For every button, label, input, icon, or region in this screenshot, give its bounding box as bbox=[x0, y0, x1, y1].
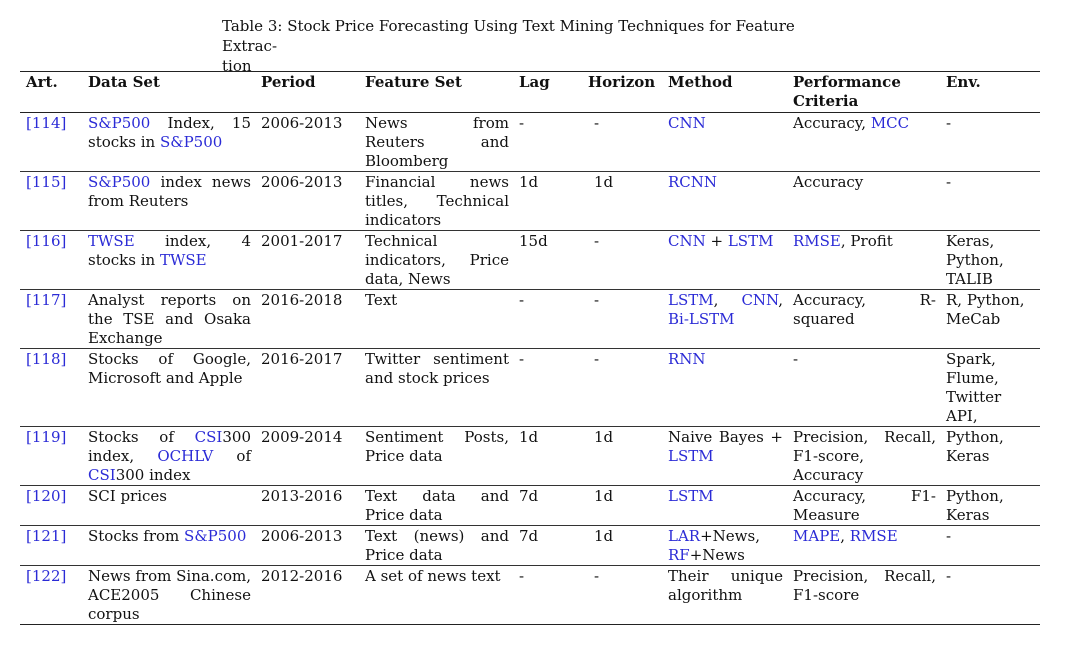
cell-env bbox=[940, 290, 1040, 349]
cell-text: News from Reuters and Bloomberg bbox=[365, 114, 509, 170]
cell-features bbox=[359, 172, 513, 231]
table-caption-line-1: Table 3: Stock Price Forecasting Using Text Mining Techniques for Feature Extrac- bbox=[222, 17, 795, 55]
cell-text: Precision, Recall, F1-score, Accuracy bbox=[793, 428, 936, 484]
cell-text: - bbox=[519, 567, 525, 585]
cell-perf bbox=[787, 290, 940, 349]
acronym-link[interactable]: LSTM bbox=[668, 447, 714, 465]
cell-lag bbox=[513, 231, 588, 290]
cell-env bbox=[940, 566, 1040, 625]
citation-link[interactable]: [119] bbox=[26, 428, 67, 446]
cell-text: 7d bbox=[519, 487, 539, 505]
cell-text: 1d bbox=[594, 527, 614, 545]
cell-text: Naive Bayes + bbox=[668, 428, 783, 446]
cell-text: - bbox=[519, 291, 525, 309]
table-row bbox=[20, 526, 1040, 566]
header-method: Method bbox=[662, 72, 787, 113]
cell-method bbox=[662, 172, 787, 231]
cell-text: 2016-2017 bbox=[261, 350, 343, 368]
cell-text: Accuracy, F1-Measure bbox=[793, 487, 936, 524]
acronym-link[interactable]: RMSE bbox=[793, 232, 841, 250]
cell-features bbox=[359, 526, 513, 566]
acronym-link[interactable]: LSTM bbox=[727, 232, 774, 250]
cell-text: - bbox=[594, 567, 600, 585]
cell-env bbox=[940, 231, 1040, 290]
cell-text: - bbox=[793, 350, 799, 368]
header-dataset: Data Set bbox=[82, 72, 255, 113]
cell-text: 15d bbox=[519, 232, 548, 250]
cell-perf bbox=[787, 427, 940, 486]
cell-period bbox=[255, 231, 359, 290]
acronym-link[interactable]: TWSE bbox=[88, 232, 135, 250]
cell-text: 2009-2014 bbox=[261, 428, 343, 446]
cell-method bbox=[662, 290, 787, 349]
cell-features bbox=[359, 349, 513, 427]
acronym-link[interactable]: LSTM bbox=[668, 487, 714, 505]
cell-method bbox=[662, 113, 787, 172]
cell-art bbox=[20, 231, 82, 290]
cell-text: index news from Reuters bbox=[88, 173, 251, 210]
cell-text: 1d bbox=[519, 173, 539, 191]
cell-text: Technical indicators, Price data, News bbox=[365, 232, 509, 288]
cell-text: 1d bbox=[519, 428, 539, 446]
acronym-link[interactable]: OCHLV bbox=[157, 447, 214, 465]
acronym-link[interactable]: RMSE bbox=[849, 527, 898, 545]
header-perf: Performance Criteria bbox=[787, 72, 940, 113]
cell-horizon bbox=[588, 290, 662, 349]
acronym-link[interactable]: S&P500 bbox=[184, 527, 247, 545]
cell-art bbox=[20, 172, 82, 231]
cell-horizon bbox=[588, 172, 662, 231]
cell-lag bbox=[513, 526, 588, 566]
cell-art bbox=[20, 290, 82, 349]
cell-period bbox=[255, 427, 359, 486]
cell-text: Python, Keras bbox=[946, 428, 1004, 465]
acronym-link[interactable]: MAPE bbox=[793, 527, 841, 545]
header-horizon: Horizon bbox=[588, 72, 662, 113]
cell-lag bbox=[513, 427, 588, 486]
cell-text: + bbox=[705, 232, 728, 250]
cell-text: R, Python, MeCab bbox=[946, 291, 1025, 328]
acronym-link[interactable]: MCC bbox=[870, 114, 910, 132]
cell-method bbox=[662, 526, 787, 566]
cell-env bbox=[940, 349, 1040, 427]
cell-dataset bbox=[82, 526, 255, 566]
citation-link[interactable]: [115] bbox=[26, 173, 67, 191]
cell-period bbox=[255, 290, 359, 349]
cell-text: - bbox=[594, 232, 600, 250]
cell-text: , bbox=[778, 291, 783, 309]
cell-text: , Profit bbox=[840, 232, 893, 250]
cell-text: Analyst reports on the TSE and Osaka Exchange bbox=[88, 291, 251, 347]
cell-env bbox=[940, 486, 1040, 526]
cell-art bbox=[20, 113, 82, 172]
acronym-link[interactable]: CNN bbox=[668, 114, 706, 132]
forecasting-table bbox=[20, 71, 1040, 625]
cell-text: , bbox=[713, 291, 742, 309]
cell-text: +News bbox=[689, 546, 745, 564]
cell-text: Twitter sentiment and stock prices bbox=[365, 350, 509, 387]
cell-text: - bbox=[519, 350, 525, 368]
cell-dataset bbox=[82, 172, 255, 231]
cell-dataset bbox=[82, 231, 255, 290]
cell-text: Text data and Price data bbox=[365, 487, 509, 524]
citation-link[interactable]: [117] bbox=[26, 291, 67, 309]
cell-text: - bbox=[946, 527, 952, 545]
cell-method bbox=[662, 566, 787, 625]
cell-text: Accuracy, R-squared bbox=[793, 291, 936, 328]
acronym-link[interactable]: CNN bbox=[668, 232, 706, 250]
cell-features bbox=[359, 290, 513, 349]
cell-lag bbox=[513, 486, 588, 526]
header-art: Art. bbox=[20, 72, 82, 113]
cell-period bbox=[255, 486, 359, 526]
cell-text: 2013-2016 bbox=[261, 487, 343, 505]
cell-horizon bbox=[588, 566, 662, 625]
cell-text: Stocks of bbox=[88, 428, 195, 446]
cell-dataset bbox=[82, 566, 255, 625]
acronym-link[interactable]: RF bbox=[668, 546, 690, 564]
cell-perf bbox=[787, 113, 940, 172]
cell-text: Precision, Recall, F1-score bbox=[793, 567, 936, 604]
cell-period bbox=[255, 349, 359, 427]
table-row bbox=[20, 172, 1040, 231]
cell-perf bbox=[787, 526, 940, 566]
cell-text: Their unique algorithm bbox=[668, 567, 783, 604]
cell-horizon bbox=[588, 486, 662, 526]
cell-period bbox=[255, 172, 359, 231]
cell-text: 2006-2013 bbox=[261, 173, 343, 191]
cell-text: 1d bbox=[594, 428, 614, 446]
cell-text: Sentiment Posts, Price data bbox=[365, 428, 509, 465]
header-lag: Lag bbox=[513, 72, 588, 113]
acronym-link[interactable]: S&P500 bbox=[88, 173, 151, 191]
table-row bbox=[20, 231, 1040, 290]
cell-lag bbox=[513, 566, 588, 625]
table-row bbox=[20, 113, 1040, 172]
cell-text: - bbox=[594, 291, 600, 309]
cell-text: 2012-2016 bbox=[261, 567, 343, 585]
cell-perf bbox=[787, 172, 940, 231]
cell-period bbox=[255, 113, 359, 172]
cell-env bbox=[940, 172, 1040, 231]
cell-method bbox=[662, 486, 787, 526]
cell-lag bbox=[513, 290, 588, 349]
cell-art bbox=[20, 526, 82, 566]
cell-period bbox=[255, 566, 359, 625]
cell-perf bbox=[787, 566, 940, 625]
cell-features bbox=[359, 486, 513, 526]
cell-text: - bbox=[946, 114, 952, 132]
acronym-link[interactable]: S&P500 bbox=[159, 133, 223, 151]
cell-text: - bbox=[594, 114, 600, 132]
header-env: Env. bbox=[940, 72, 1040, 113]
table-caption bbox=[222, 16, 852, 76]
cell-period bbox=[255, 526, 359, 566]
acronym-link[interactable]: RNN bbox=[668, 350, 706, 368]
cell-text: 2016-2018 bbox=[261, 291, 343, 309]
cell-lag bbox=[513, 172, 588, 231]
header-features: Feature Set bbox=[359, 72, 513, 113]
acronym-link[interactable]: S&P500 bbox=[88, 114, 151, 132]
cell-features bbox=[359, 113, 513, 172]
cell-perf bbox=[787, 349, 940, 427]
acronym-link[interactable]: RCNN bbox=[668, 173, 718, 191]
cell-features bbox=[359, 427, 513, 486]
table-row bbox=[20, 349, 1040, 427]
cell-method bbox=[662, 349, 787, 427]
cell-text: Stocks of Google, Microsoft and Apple bbox=[88, 350, 251, 387]
header-row bbox=[20, 72, 1040, 113]
cell-dataset bbox=[82, 290, 255, 349]
cell-text: Text (news) and Price data bbox=[365, 527, 509, 564]
acronym-link[interactable]: CSI bbox=[194, 428, 223, 446]
citation-link[interactable]: [118] bbox=[26, 350, 67, 368]
cell-text: 1d bbox=[594, 173, 614, 191]
cell-text: Text bbox=[365, 291, 398, 309]
citation-link[interactable]: [116] bbox=[26, 232, 67, 250]
cell-perf bbox=[787, 231, 940, 290]
cell-method bbox=[662, 231, 787, 290]
cell-text: Index, 15 stocks in bbox=[88, 114, 251, 151]
cell-horizon bbox=[588, 113, 662, 172]
cell-horizon bbox=[588, 231, 662, 290]
cell-env bbox=[940, 113, 1040, 172]
cell-text: 7d bbox=[519, 527, 539, 545]
cell-text: +News, bbox=[700, 527, 760, 545]
cell-env bbox=[940, 427, 1040, 486]
cell-dataset bbox=[82, 427, 255, 486]
citation-link[interactable]: [120] bbox=[26, 487, 67, 505]
cell-text: Accuracy bbox=[793, 173, 864, 191]
table-body bbox=[20, 113, 1040, 625]
cell-text: , bbox=[840, 527, 850, 545]
header-period: Period bbox=[255, 72, 359, 113]
cell-text: Accuracy, bbox=[793, 114, 871, 132]
cell-text: 1d bbox=[594, 487, 614, 505]
cell-lag bbox=[513, 349, 588, 427]
acronym-link[interactable]: CSI bbox=[88, 466, 116, 484]
acronym-link[interactable]: LAR bbox=[668, 527, 701, 545]
cell-dataset bbox=[82, 349, 255, 427]
cell-features bbox=[359, 566, 513, 625]
cell-horizon bbox=[588, 349, 662, 427]
cell-text: index, 4 stocks in bbox=[88, 232, 251, 269]
cell-env bbox=[940, 526, 1040, 566]
cell-lag bbox=[513, 113, 588, 172]
cell-text: Spark, Flume, Twitter API, bbox=[946, 350, 1002, 425]
citation-link[interactable]: [114] bbox=[26, 114, 67, 132]
cell-text: 300 index, bbox=[88, 428, 251, 465]
acronym-link[interactable]: TWSE bbox=[159, 251, 207, 269]
cell-text: - bbox=[594, 350, 600, 368]
table-caption-line-2: tion bbox=[222, 57, 252, 75]
cell-text: Financial news titles, Technical indicators bbox=[365, 173, 509, 229]
table-row bbox=[20, 427, 1040, 486]
cell-text: Stocks from bbox=[88, 527, 185, 545]
acronym-link[interactable]: Bi-LSTM bbox=[668, 310, 735, 328]
cell-text: Keras, Python, TALIB bbox=[946, 232, 1004, 288]
cell-text: SCI prices bbox=[88, 487, 167, 505]
cell-text: - bbox=[946, 173, 952, 191]
table-row bbox=[20, 486, 1040, 526]
cell-text: 300 index bbox=[115, 466, 191, 484]
cell-dataset bbox=[82, 113, 255, 172]
cell-method bbox=[662, 427, 787, 486]
acronym-link[interactable]: CNN bbox=[741, 291, 779, 309]
cell-text: 2006-2013 bbox=[261, 114, 343, 132]
citation-link[interactable]: [122] bbox=[26, 567, 67, 585]
cell-text: - bbox=[519, 114, 525, 132]
cell-art bbox=[20, 427, 82, 486]
cell-text: 2001-2017 bbox=[261, 232, 343, 250]
cell-text: of bbox=[213, 447, 251, 465]
cell-art bbox=[20, 566, 82, 625]
table-row bbox=[20, 566, 1040, 625]
cell-features bbox=[359, 231, 513, 290]
table-row bbox=[20, 290, 1040, 349]
acronym-link[interactable]: LSTM bbox=[668, 291, 714, 309]
cell-text: A set of news text bbox=[365, 567, 501, 585]
cell-perf bbox=[787, 486, 940, 526]
cell-text: 2006-2013 bbox=[261, 527, 343, 545]
cell-text: - bbox=[946, 567, 952, 585]
citation-link[interactable]: [121] bbox=[26, 527, 67, 545]
cell-text: News from Sina.com, ACE2005 Chinese corpus bbox=[88, 567, 251, 623]
cell-art bbox=[20, 486, 82, 526]
cell-horizon bbox=[588, 526, 662, 566]
cell-dataset bbox=[82, 486, 255, 526]
cell-horizon bbox=[588, 427, 662, 486]
cell-text: Python, Keras bbox=[946, 487, 1004, 524]
cell-art bbox=[20, 349, 82, 427]
